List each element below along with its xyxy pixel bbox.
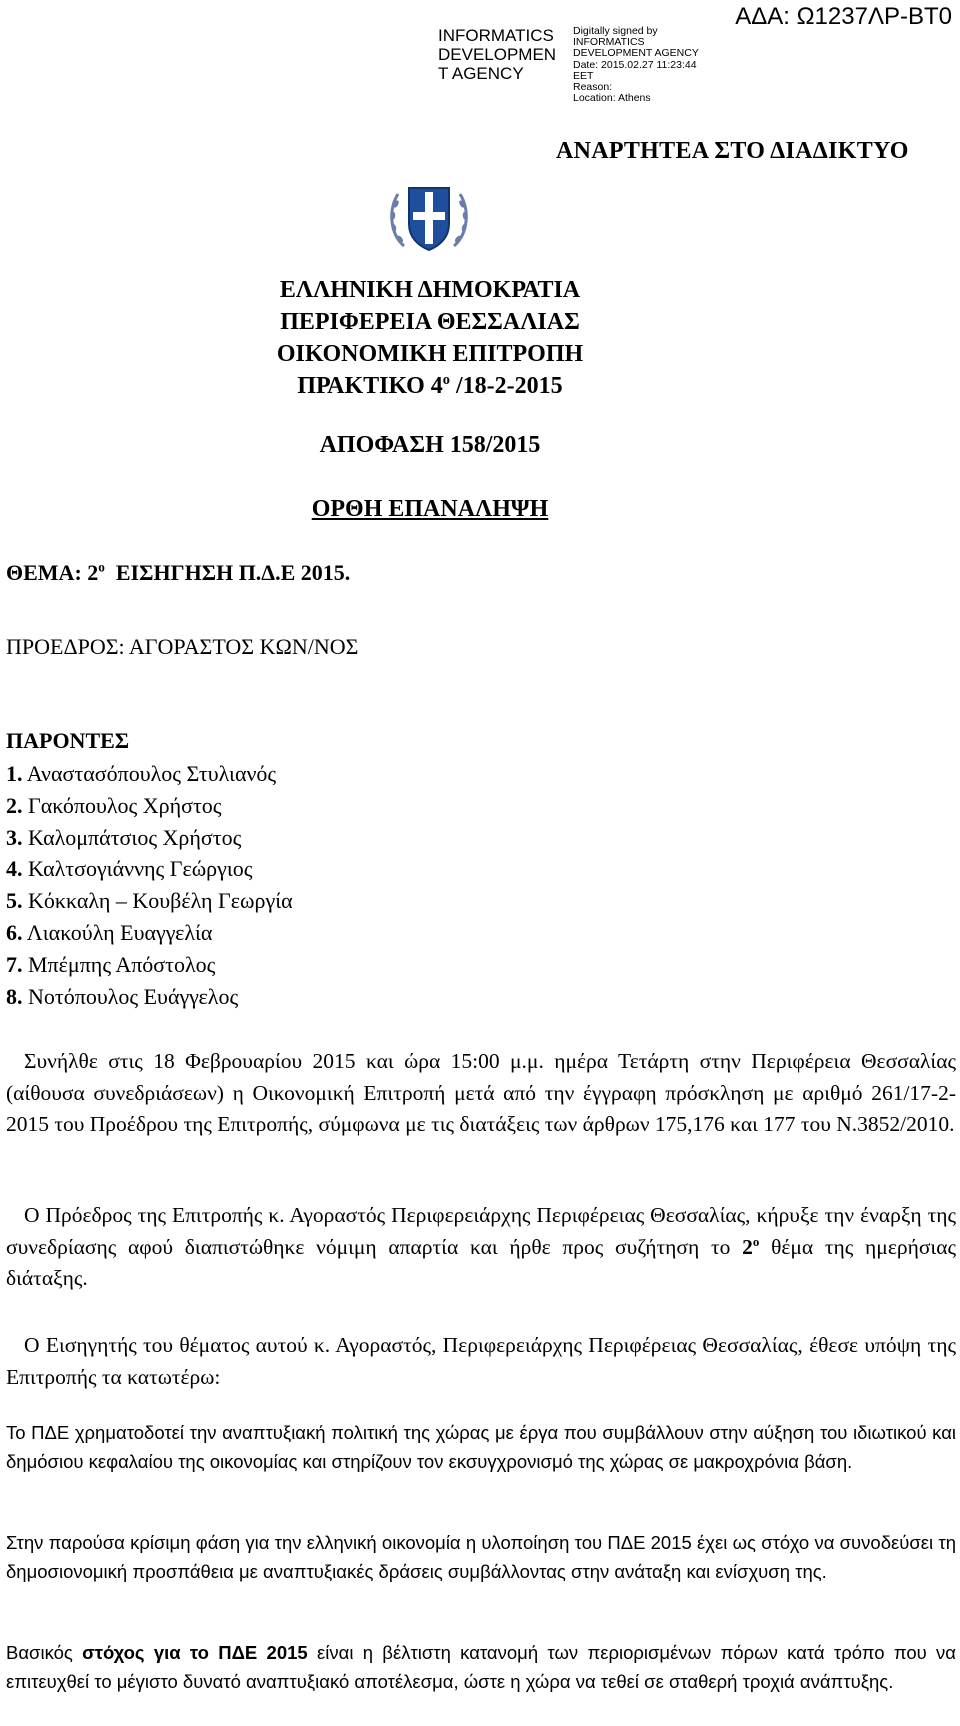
present-title: ΠΑΡΟΝΤΕΣ <box>6 728 130 753</box>
list-item: 7. Μπέμπης Απόστολος <box>6 951 216 977</box>
members-list <box>6 758 293 1012</box>
signature-detail-line: EET <box>573 69 594 82</box>
list-item: 5. Κόκκαλη – Κουβέλη Γεωργία <box>6 888 293 914</box>
greek-coat-of-arms-icon <box>384 174 474 264</box>
list-item: 8. Νοτόπουλος Ευάγγελος <box>6 983 239 1009</box>
list-item: 4. Καλτσογιάννης Γεώργιος <box>6 856 253 882</box>
chair-line: ΠΡΟΕΔΡΟΣ: ΑΓΟΡΑΣΤΟΣ ΚΩΝ/ΝΟΣ <box>6 634 359 659</box>
decision-number: ΑΠΟΦΑΣΗ 158/2015 <box>319 432 541 458</box>
correction-notice: ΟΡΘΗ ΕΠΑΝΑΛΗΨΗ <box>311 496 549 522</box>
list-item: 6. Λιακούλη Ευαγγελία <box>6 919 213 945</box>
list-item: 2. Γακόπουλος Χρήστος <box>6 792 222 818</box>
header-region: ΠΕΡΙΦΕΡΕΙΑ ΘΕΣΣΑΛΙΑΣ <box>280 309 580 335</box>
header-country: ΕΛΛΗΝΙΚΗ ΔΗΜΟΚΡΑΤΙΑ <box>279 277 581 303</box>
header-committee: ΟΙΚΟΝΟΜΙΚΗ ΕΠΙΤΡΟΠΗ <box>276 341 584 367</box>
signature-detail-line: Location: Athens <box>573 92 651 105</box>
chair-paragraph: Ο Πρόεδρος της Επιτροπής κ. Αγοραστός Περιφερειάρχης Περιφέρειας Θεσσαλίας, κήρυξε την έναρξη της συνεδρίασης αφού διαπιστώθηκε νόμιμη απαρτία και ήρθε προς συζήτηση το $2^o$ θέμα της ημερήσιας διάταξης. <box>6 1203 956 1290</box>
signature-detail-line: Reason: <box>573 81 613 94</box>
list-item: 1. Αναστασόπουλος Στυλιανός <box>6 761 277 786</box>
list-item: 3. Καλομπάτσιος Χρήστος <box>6 824 242 850</box>
pde-paragraph-3: Βασικός στόχος για το ΠΔΕ 2015 είναι η βέλτιστη κατανομή των περιορισμένων πόρων κατά τρόπο που να επιτευχθεί το μέγιστο δυνατό αναπτυξιακό αποτέλεσμα, ώστε η χώρα να τεθεί σε σταθερή τροχιά ανάπτυξης. <box>6 1642 956 1692</box>
signature-details <box>573 26 743 104</box>
rapporteur-paragraph: Ο Εισηγητής του θέματος αυτού κ. Αγοραστός, Περιφερειάρχης Περιφέρειας Θεσσαλίας, έθεσε υπόψη της Επιτροπής τα κατωτέρω: <box>6 1333 956 1389</box>
document-header <box>200 274 660 402</box>
subject-line: ΘΕΜΑ: $2^o$ ΕΙΣΗΓΗΣΗ Π.Δ.Ε 2015. <box>6 559 351 585</box>
pde-paragraph-2: Στην παρούσα κρίσιμη φάση για την ελληνική οικονομία η υλοποίηση του ΠΔΕ 2015 έχει ως στόχο να συνοδεύσει τη δημοσιονομική προσπάθεια με αναπτυξιακές δράσεις συμβάλλοντας στην ανάταξη και ενίσχυση της. <box>6 1532 956 1582</box>
meeting-paragraph: Συνήλθε στις 18 Φεβρουαρίου 2015 και ώρα 15:00 μ.μ. ημέρα Τετάρτη στην Περιφέρεια Θεσσαλίας (αίθουσα συνεδριάσεων) η Οικονομική Επιτροπή μετά από την έγγραφη πρόσκληση με αριθμό 261/17-2-2015 του Προέδρου της Επιτροπής, σύμφωνα με τις διατάξεις των άρθρων 175,176 και 177 του Ν.3852/2010. <box>6 1049 956 1136</box>
signature-signer: INFORMATICS DEVELOPMEN T AGENCY <box>438 26 557 83</box>
header-minutes: ΠΡΑΚΤΙΚΟ $4^o$ /18-2-2015 <box>297 372 563 399</box>
signature-detail-line: DEVELOPMENT AGENCY <box>573 47 699 60</box>
signature-detail-line: Date: 2015.02.27 11:23:44 <box>573 58 697 71</box>
signature-detail-line: Digitally signed by <box>573 25 658 37</box>
ada-code: ΑΔΑ: Ω1237ΛΡ-ΒΤ0 <box>735 3 952 30</box>
post-notice: ΑΝΑΡΤΗΤΕΑ ΣΤΟ ΔΙΑΔΙΚΤΥΟ <box>556 138 909 164</box>
signature-detail-line: INFORMATICS <box>573 36 645 49</box>
pde-paragraph-1: Το ΠΔΕ χρηματοδοτεί την αναπτυξιακή πολιτική της χώρας με έργα που συμβάλλουν στην αύξηση του ιδιωτικού και δημόσιου κεφαλαίου της οικονομίας και στηρίζουν τον εκσυγχρονισμό της χώρας σε μακροχρόνια βάση. <box>6 1422 956 1472</box>
